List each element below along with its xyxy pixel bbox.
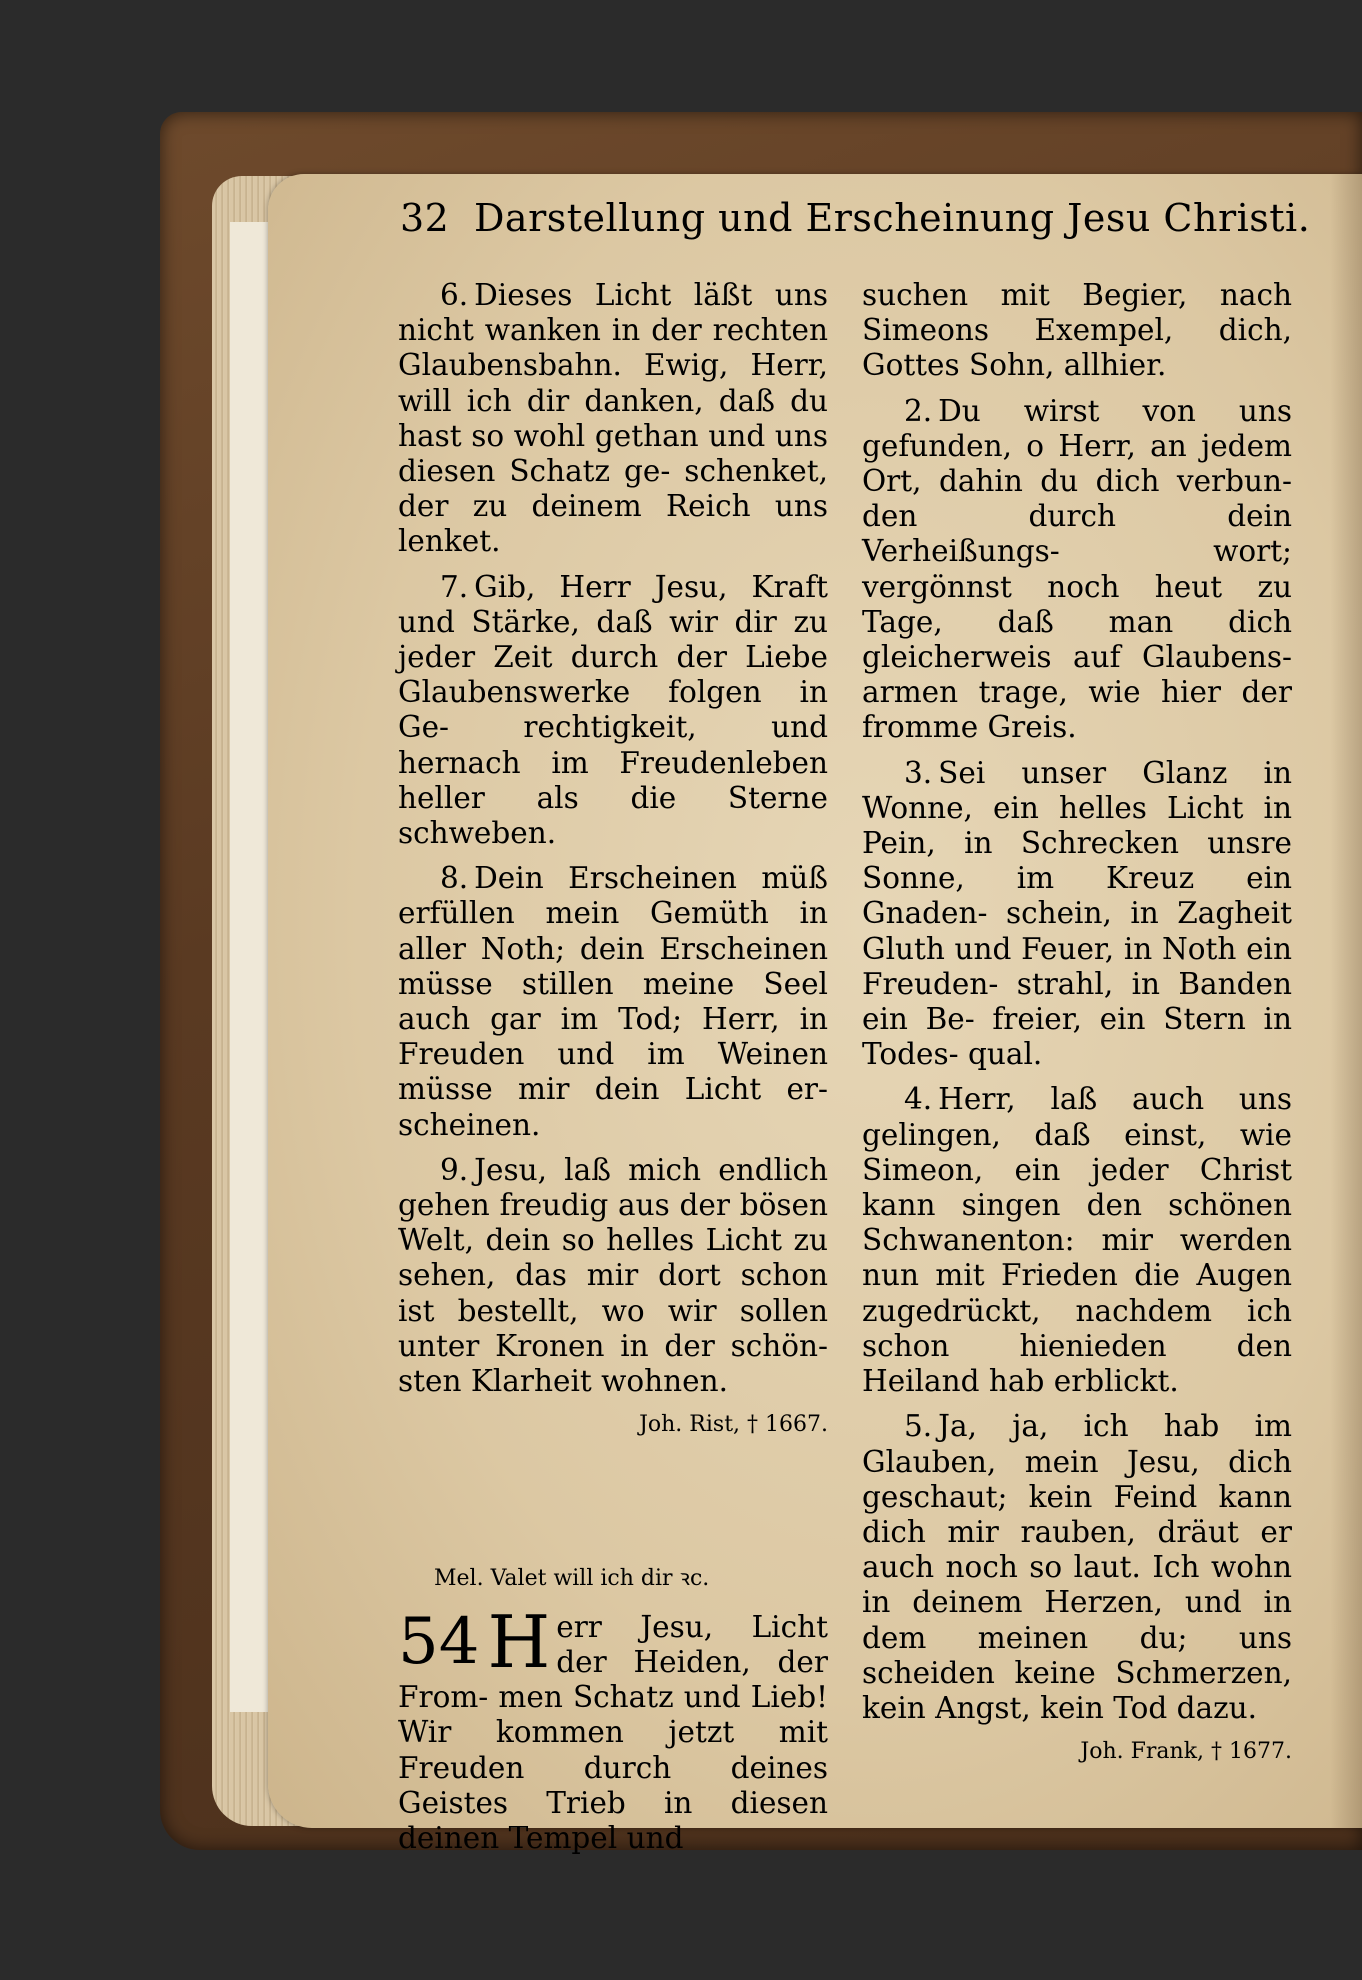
hymn-number: 54 [398,1604,480,1679]
verse-number: 4. [904,1082,933,1117]
right-column [862,278,1292,1769]
verse-text: Dieses Licht läßt uns nicht wanken in der rechten Glaubensbahn. Ewig, Herr, will ich dir danken, daß du hast so wohl gethan und uns diesen Schatz ge- schenket, der zu deinem Reich uns lenket. [398,278,828,559]
verse-number: 6. [440,278,469,312]
melody-line: Mel. Valet will ich dir ꝛc. [434,1565,710,1591]
verse-number: 7. [440,569,469,604]
hymn-text: err Jesu, Licht der Heiden, der From- men Schatz und Lieb! Wir kommen jetzt mit Freuden durch deines Geistes Trieb in diesen deinen Tempel und [398,1609,828,1855]
verse-text: Dein Erscheinen müß erfüllen mein Gemüth in aller Noth; dein Erscheinen müsse stillen meine Seel auch gar im Tod; Herr, in Freuden und im Weinen müsse mir dein Licht er- scheinen. [398,861,828,1142]
page-number: 32 [400,196,450,240]
verse-number: 5. [904,1409,933,1444]
gutter-shadow [1330,174,1362,1828]
verse-text: suchen mit Begier, nach Simeons Exempel, dich, Gottes Sohn, allhier. [862,278,1292,383]
hymn-54 [398,1599,828,1856]
drop-cap: H [487,1599,551,1684]
author-attribution: Joh. Frank, † 1677. [1080,1739,1292,1765]
verse-4 [862,1082,1292,1399]
left-column [398,278,828,1866]
verse-number: 9. [440,1152,469,1187]
verse-text: Jesu, laß mich endlich gehen freudig aus der bösen Welt, dein so helles Licht zu sehen, das mir dort schon ist bestellt, wo wir sollen unter Kronen in der schön- sten Klarheit wohnen. [398,1152,828,1399]
verse-7 [398,570,828,852]
verse-2 [862,394,1292,746]
verse-number: 3. [904,755,933,790]
verse-number: 8. [440,861,469,896]
verse-3 [862,756,1292,1073]
verse-6 [398,278,828,560]
author-attribution: Joh. Rist, † 1667. [639,1412,828,1438]
verse-number: 2. [904,393,933,428]
verse-text: Du wirst von uns gefunden, o Herr, an jedem Ort, dahin du dich verbun- den durch dein Verheißungs- wort; vergönnst noch heut zu Tage, daß man dich gleicherweis auf Glaubens- armen trage, wie hier der fromme Greis. [862,393,1292,745]
verse-1-continuation [862,278,1292,384]
verse-text: Herr, laß auch uns gelingen, daß einst, wie Simeon, ein jeder Christ kann singen den schönen Schwanenton: mir werden nun mit Frieden die Augen zugedrückt, nachdem ich schon hienieden den Heiland hab erblickt. [862,1082,1292,1399]
verse-5 [862,1409,1292,1726]
page-title: Darstellung und Erscheinung Jesu Christi. [473,196,1311,240]
verse-text: Sei unser Glanz in Wonne, ein helles Licht in Pein, in Schrecken unsre Sonne, im Kreuz ein Gnaden- schein, in Zagheit Gluth und Feuer, in Noth ein Freuden- strahl, in Banden ein Be- freier, ein Stern in Todes- qual. [862,755,1292,1072]
verse-8 [398,861,828,1143]
running-head [400,196,1311,240]
verse-text: Ja, ja, ich hab im Glauben, mein Jesu, dich geschaut; kein Feind kann dich mir rauben, dräut er auch noch so laut. Ich wohn in deinem Herzen, und in dem meinen du; uns scheiden keine Schmerzen, kein Angst, kein Tod dazu. [862,1409,1292,1725]
verse-9 [398,1153,828,1399]
verse-text: Gib, Herr Jesu, Kraft und Stärke, daß wir dir zu jeder Zeit durch der Liebe Glaubenswerke folgen in Ge- rechtigkeit, und hernach im Freudenleben heller als die Sterne schweben. [398,569,828,851]
